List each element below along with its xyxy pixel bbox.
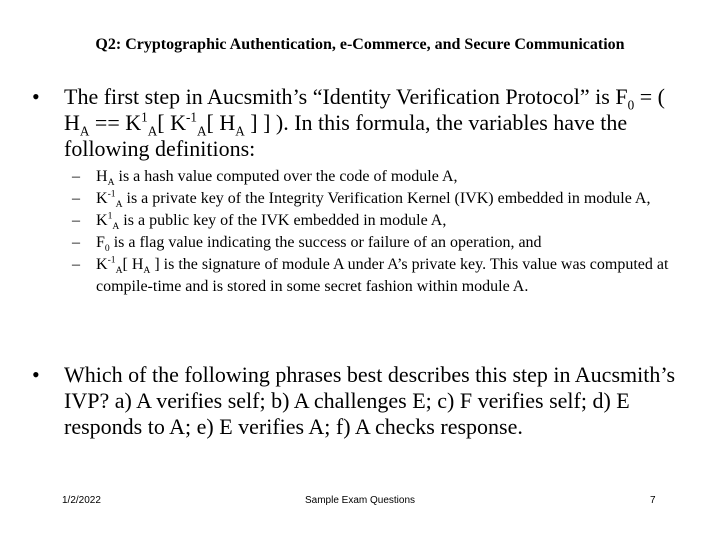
- bullet-question: [32, 362, 684, 440]
- slide-title: Q2: Cryptographic Authentication, e-Commerce, and Secure Communication: [95, 36, 625, 53]
- bullet-icon: •: [32, 362, 40, 387]
- definition-item: – $K^{-1}_A$[ $H_A$ ] is the signature of module A under A’s private key. This value was computed at compile-time and is stored in some secret fashion within module A.: [72, 254, 669, 295]
- question-text: Which of the following phrases best describes this step in Aucsmith’s IVP? a) A verifies self; b) A challenges E; c) F verifies self; d) E responds to A; e) E verifies A; f) A checks response.: [64, 362, 676, 439]
- bullet1-intro: The first step in Aucsmith’s “Identity Verification Protocol” is: [64, 84, 616, 109]
- dash-icon: –: [72, 212, 80, 229]
- page-number: 7: [650, 495, 656, 506]
- definition-item: – $H_A$ is a hash value computed over the code of module A,: [72, 168, 458, 189]
- definition-item: – $F_0$ is a flag value indicating the success or failure of an operation, and: [72, 234, 542, 255]
- bullet-icon: •: [32, 84, 40, 109]
- dash-icon: –: [72, 234, 80, 251]
- bullet1-outro: In this formula, the variables have the following definitions:: [64, 110, 628, 161]
- dash-icon: –: [72, 256, 80, 273]
- dash-icon: –: [72, 168, 80, 185]
- definition-item: – $K^{-1}_A$ is a private key of the Integrity Verification Kernel (IVK) embedded in module A,: [72, 188, 651, 211]
- definition-item: – $K^1_A$ is a public key of the IVK embedded in module A,: [72, 210, 447, 233]
- footer-date: 1/2/2022: [62, 495, 101, 506]
- dash-icon: –: [72, 190, 80, 207]
- footer-title: Sample Exam Questions: [304, 495, 416, 506]
- definitions-list: [72, 166, 676, 298]
- formula: $F_0$ = ( $H_A == K^1_A$[ $K^{-1}_A$[ $H_A$ ] ] ).: [64, 84, 665, 139]
- bullet-protocol-step: [32, 84, 684, 162]
